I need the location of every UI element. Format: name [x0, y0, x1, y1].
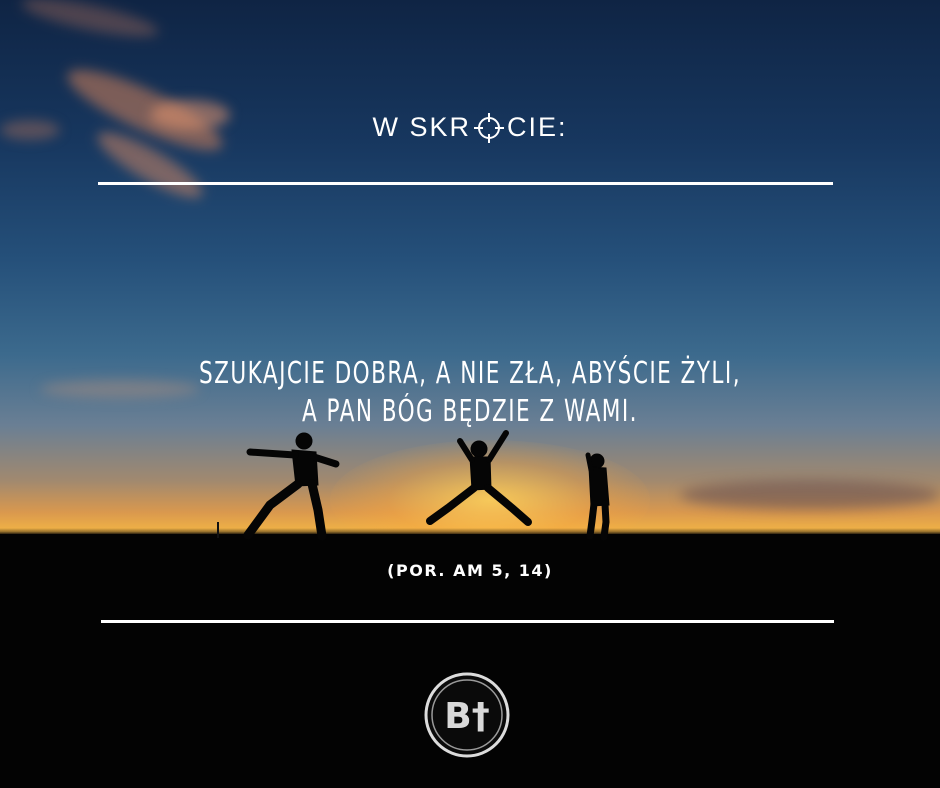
header-title-left: W SKR — [372, 112, 471, 142]
reference: (POR. AM 5, 14) — [387, 561, 553, 580]
person-silhouette — [588, 454, 609, 537]
quote-line-1: SZUKAJCIE DOBRA, A NIE ZŁA, ABYŚCIE ŻYLI, — [198, 356, 742, 391]
divider-top — [98, 182, 833, 185]
divider-bottom — [101, 620, 834, 623]
quote-line-2: A PAN BÓG BĘDZIE Z WAMI. — [302, 394, 638, 429]
crosshair-icon — [474, 113, 504, 143]
header-title — [0, 112, 940, 143]
person-silhouette — [430, 433, 528, 522]
person-silhouette — [248, 433, 336, 536]
quote — [132, 355, 809, 431]
header-title-right: CIE: — [507, 112, 568, 142]
logo-text: B† — [444, 696, 490, 737]
bt-logo-icon — [424, 672, 510, 758]
